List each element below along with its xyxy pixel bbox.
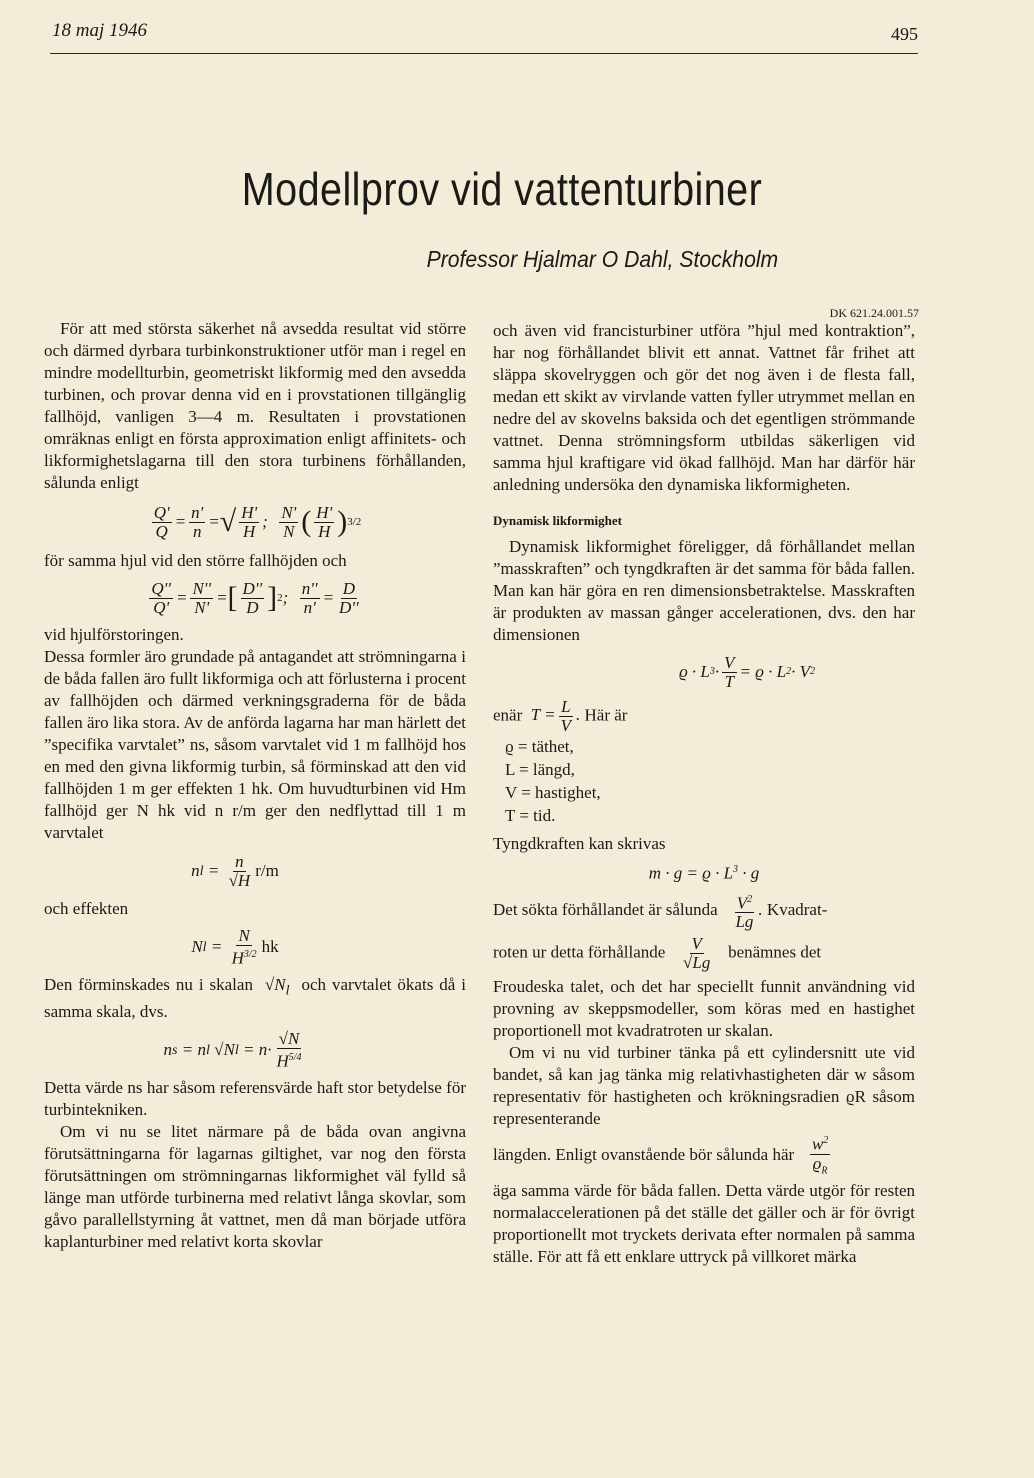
formula-speed-1m: n l = $\frac{n}{√H}$ r/m	[191, 851, 279, 890]
paragraph: Tyngdkraften kan skrivas	[493, 834, 666, 853]
section-heading: Dynamisk likformighet	[493, 513, 622, 528]
header-rule	[50, 53, 918, 54]
paragraph: Om vi nu se litet närmare på de båda ovan angivna förutsättningarna för lagarnas giltighet, var nog den första förutsättningen om strömningarnas likformighet väl fylld så länge man utförde turbinerna med relativt långa skovlar, som gåvo parallellstyrning åt vattnet, men då man började utföra kaplanturbiner med relativt korta skovlar	[44, 1122, 466, 1252]
variable-definition: V = hastighet,	[505, 783, 601, 802]
paragraph: och varvtalet ökats då i samma skala, dvs.	[44, 975, 467, 1022]
left-column	[44, 318, 466, 1253]
paragraph: och även vid francisturbiner utföra ”hjul med kontraktion”, har nog förhållandet blivit ett annat. Vattnet får frihet att släppa skovelryggen och gör det nog även i de flesta fall, medan ett skikt av virvlande vatten fyller utrymmet mellan en nedre del av skovelns baksida och det egentligen strömmande vattnet. Denna strömningsform utbildas säkerligen vid samma hjul kraftigare vid ökad fallhöjd. Man har därför här anledning undersöka den dynamiska likformigheten.	[493, 321, 915, 494]
variable-definition: ϱ = täthet,	[505, 737, 574, 756]
paragraph: Här är	[584, 705, 628, 725]
issue-date: 18 maj 1946	[52, 20, 147, 41]
article-title: Modellprov vid vattenturbiner	[241, 163, 763, 215]
article-author: Professor Hjalmar O Dahl, Stockholm	[426, 246, 778, 272]
right-column	[493, 320, 915, 1268]
formula-mass-force: ϱ · L 3 · $\frac{V}{T}$ = ϱ · L 2 · V 2	[679, 652, 815, 691]
paragraph: enär	[493, 705, 523, 725]
paragraph: längden. Enligt ovanstående bör sålunda här	[493, 1145, 795, 1165]
inline-formula-froude: $\frac{V}{√Lg}$	[683, 934, 711, 973]
paragraph: roten ur detta förhållande	[493, 942, 666, 962]
variable-list	[505, 735, 915, 827]
paragraph: för samma hjul vid den större fallhöjden och	[44, 551, 347, 570]
inline-formula-normal-acc: $\frac{w^2}{ϱ_R}$	[798, 1145, 833, 1164]
paragraph: Kvadrat-	[766, 899, 828, 919]
variable-definition: T = tid.	[505, 806, 556, 825]
paragraph: vid hjulförstoringen.	[44, 625, 184, 644]
paragraph: Dynamisk likformighet föreligger, då förhållandet mellan ”masskraften” och tyngdkraften är det samma för båda fallen. Man kan här göra en ren dimensionsbetraktelse. Masskraften är produkten av massan gånger accelerationen, dvs. den har dimensionen	[493, 537, 915, 644]
formula-similarity-laws: $\frac{Q'}{Q}$ = $\frac{n'}{n}$ = √ $\frac{H'}{H}$ ; $\frac{N'}{N}$ ( $\frac{H'}{H}$ ) 3/2	[153, 502, 362, 541]
formula-scaling-laws: $\frac{Q''}{Q'}$ = $\frac{N''}{N'}$ = [ $\frac{D''}{D}$ ] 2 ; $\frac{n''}{n'}$ = $\frac{D}{D''}$	[151, 578, 359, 617]
formula-power-1m: N l = $\frac{N}{H^{3/2}}$ hk	[191, 925, 279, 968]
paragraph: och effekten	[44, 899, 129, 918]
inline-formula-ratio: $\frac{V^2}{Lg}$ .	[722, 900, 763, 919]
paragraph: Om vi nu vid turbiner tänka på ett cylindersnitt ute vid bandet, så kan jag tänka mig relativhastigheten där w såsom representativ för hastigheten och krökningsradien ϱR såsom representerande	[493, 1043, 915, 1129]
dk-classification: DK 621.24.001.57	[829, 306, 919, 320]
paragraph: Den förminskades nu i skalan	[44, 975, 253, 994]
paragraph: För att med största säkerhet nå avsedda resultat vid större och därmed dyrbara turbinkonstruktioner utför man i regel en mindre modellturbin, geometriskt likformig med den avsedda turbinen, och provar denna vid en i provstationen tillgänglig fallhöjd, vanligen 3—4 m. Resultaten i provstationen omräknas enligt en första approximation enligt affinitets- och likformighetslagarna till den stora turbinens förhållanden, sålunda enligt	[44, 319, 466, 492]
page-number: 495	[891, 24, 918, 44]
formula-gravity-force: $m \cdot g = ϱ \cdot L^3 \cdot g$	[648, 863, 760, 883]
paragraph: Dessa formler äro grundade på antagandet att strömningarna i de båda fallen äro fullt likformiga och att förlusterna i procent av fallhöjden och därmed verkningsgraderna för de båda fallen äro lika stora. Av de anförda lagarna har man härlett det ”specifika varvtalet” ns, såsom varvtalet vid 1 m fallhöjd hos en med den givna likformig turbin, så förminskad att den vid fallhöjden 1 m ger effekten 1 hk. Om huvudturbinen vid Hm fallhöjd ger N hk vid n r/m ger den nedflyttad till 1 m varvtalet	[44, 647, 467, 842]
variable-definition: L = längd,	[505, 760, 575, 779]
paragraph: Froudeska talet, och det har speciellt funnit användning vid provning av skeppsmodeller, som köras med en hastighet proportionell mot kvadratroten ur skalan.	[493, 977, 915, 1041]
paragraph: Detta värde ns har såsom referensvärde haft stor betydelse för turbintekniken.	[44, 1078, 466, 1120]
formula-specific-speed: n s = n l √N l = n· $\frac{√N}{H^{5/4}}$	[163, 1029, 302, 1071]
paragraph: äga samma värde för båda fallen. Detta värde utgör för resten normalaccelerationen på det ställe det gäller och är för övrigt proportionellt mot tryckets derivata efter normalen på samma ställe. För att få ett enklare uttryck på villkoret märka	[493, 1181, 915, 1267]
paragraph: Det sökta förhållandet är sålunda	[493, 899, 718, 919]
inline-formula-time: T = $\frac{L}{V}$ .	[526, 697, 581, 735]
paragraph: benämnes det	[728, 942, 822, 962]
inline-formula-scale: $√N_l$	[258, 975, 290, 999]
